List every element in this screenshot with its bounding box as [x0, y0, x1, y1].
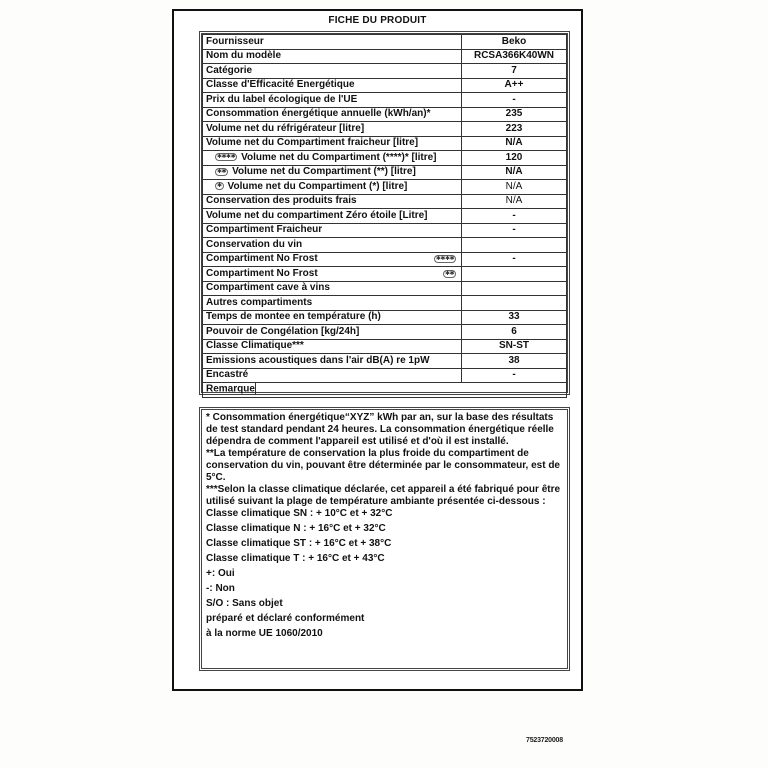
row-value: RCSA366K40WN	[462, 49, 567, 64]
table-row	[203, 35, 567, 50]
notes-box	[199, 407, 570, 671]
row-label: Compartiment No Frost	[206, 267, 318, 279]
table-row	[203, 194, 567, 209]
table-row	[203, 252, 567, 267]
row-value: 235	[462, 107, 567, 122]
spec-table-frame	[199, 31, 570, 395]
row-label: Compartiment cave à vins	[206, 282, 330, 294]
climate-class-n: Classe climatique N : + 16°C et + 32°C	[206, 523, 386, 534]
row-value: -	[462, 368, 567, 383]
table-row	[203, 339, 567, 354]
row-value	[462, 281, 567, 296]
row-value	[462, 238, 567, 253]
row-label-cell	[203, 180, 462, 195]
row-label-cell	[203, 252, 462, 267]
row-label-cell	[203, 296, 462, 311]
row-label-cell	[203, 194, 462, 209]
row-label-cell	[203, 35, 462, 50]
row-label-cell	[203, 136, 462, 151]
row-label-cell	[203, 325, 462, 340]
row-label-cell	[203, 267, 462, 282]
row-label: Classe d'Efficacité Energétique	[206, 79, 355, 91]
star-rating-icon: ✱✱	[444, 270, 454, 277]
row-label-cell	[203, 49, 462, 64]
row-label: Classe Climatique***	[206, 340, 304, 352]
row-value: 38	[462, 354, 567, 369]
row-value: 120	[462, 151, 567, 166]
row-label: Volume net du compartiment Zéro étoile [Litre]	[206, 209, 428, 221]
row-label-cell	[203, 64, 462, 79]
table-row	[203, 354, 567, 369]
row-value: 223	[462, 122, 567, 137]
row-label-cell	[203, 281, 462, 296]
star-rating-icon: ✱✱✱✱	[217, 154, 236, 161]
table-row	[203, 310, 567, 325]
table-row	[203, 49, 567, 64]
row-label: Compartiment No Frost	[206, 253, 318, 265]
table-row	[203, 209, 567, 224]
row-label: Remarque	[206, 384, 255, 396]
row-label: Nom du modèle	[206, 50, 282, 62]
table-row	[203, 180, 567, 195]
table-row	[203, 238, 567, 253]
table-row	[203, 93, 567, 108]
table-row	[203, 267, 567, 282]
row-label: Fournisseur	[206, 35, 264, 47]
row-value: N/A	[462, 136, 567, 151]
table-row	[203, 165, 567, 180]
row-label: Compartiment Fraicheur	[206, 224, 323, 236]
climate-class-sn: Classe climatique SN : + 10°C et + 32°C	[206, 508, 393, 519]
row-label: Volume net du Compartiment fraicheur [litre]	[206, 137, 419, 149]
row-label-cell	[203, 368, 462, 383]
table-row	[203, 296, 567, 311]
row-label: Volume net du réfrigérateur [litre]	[206, 122, 365, 134]
row-value: Beko	[462, 35, 567, 50]
spec-table	[202, 34, 567, 398]
climate-class-t: Classe climatique T : + 16°C et + 43°C	[206, 553, 385, 564]
sheet-title: FICHE DU PRODUIT	[328, 15, 427, 26]
document-code: 7523720008	[526, 737, 563, 744]
table-row	[203, 136, 567, 151]
table-row	[203, 325, 567, 340]
legend-na: S/O : Sans objet	[206, 598, 283, 609]
row-label: Temps de montee en température (h)	[206, 311, 381, 323]
footer-line-2: à la norme UE 1060/2010	[206, 628, 323, 639]
row-value	[462, 267, 567, 282]
footer-line-1: préparé et déclaré conformément	[206, 613, 365, 624]
table-row	[203, 64, 567, 79]
row-label: Consommation énergétique annuelle (kWh/an)*	[206, 108, 431, 120]
row-label: Autres compartiments	[206, 296, 313, 308]
row-label: Prix du label écologique de l'UE	[206, 93, 358, 105]
row-label-cell	[203, 122, 462, 137]
row-value: -	[462, 209, 567, 224]
row-value: -	[462, 223, 567, 238]
row-value: 6	[462, 325, 567, 340]
row-label-cell	[203, 310, 462, 325]
remark-divider	[255, 383, 256, 395]
note-energy: * Consommation énergétique“XYZ” kWh par an, sur la base des résultats de test standard pendant 24 heures. La consommation énergétique réelle dépendra de comment l'appareil est utilisé et d'où il est installé.	[206, 412, 554, 447]
row-label: Volume net du Compartiment (**) [litre]	[232, 166, 416, 178]
table-row	[203, 107, 567, 122]
row-label-cell	[203, 223, 462, 238]
row-label-cell	[203, 93, 462, 108]
row-label-cell	[203, 78, 462, 93]
table-row	[203, 223, 567, 238]
row-label-cell	[203, 107, 462, 122]
row-label: Pouvoir de Congélation [kg/24h]	[206, 325, 360, 337]
row-value: -	[462, 252, 567, 267]
row-label-cell	[203, 151, 462, 166]
row-label: Volume net du Compartiment (*) [litre]	[227, 180, 408, 192]
climate-class-st: Classe climatique ST : + 16°C et + 38°C	[206, 538, 392, 549]
row-value: 7	[462, 64, 567, 79]
star-rating-icon: ✱✱✱✱	[435, 256, 454, 263]
table-row	[203, 122, 567, 137]
row-label: Volume net du Compartiment (****)* [litre]	[241, 151, 437, 163]
row-label-cell	[203, 238, 462, 253]
row-label-cell	[203, 209, 462, 224]
row-label: Conservation du vin	[206, 238, 303, 250]
note-wine-temp: **La température de conservation la plus froide du compartiment de conservation du vin, pouvant être déterminée par le consommateur, est de 5°C.	[206, 448, 560, 483]
row-value: -	[462, 93, 567, 108]
legend-yes: +: Oui	[206, 568, 235, 579]
row-label: Emissions acoustiques dans l'air dB(A) re 1pW	[206, 354, 430, 366]
product-sheet	[172, 9, 583, 691]
row-value: 33	[462, 310, 567, 325]
row-value: SN-ST	[462, 339, 567, 354]
row-label: Encastré	[206, 369, 249, 381]
row-value	[462, 296, 567, 311]
row-value: N/A	[462, 180, 567, 195]
row-label-cell	[203, 165, 462, 180]
table-row	[203, 368, 567, 383]
row-label-cell	[203, 383, 567, 398]
star-rating-icon: ✱✱	[217, 168, 227, 175]
table-row	[203, 281, 567, 296]
table-row	[203, 151, 567, 166]
row-label-cell	[203, 339, 462, 354]
row-label-cell	[203, 354, 462, 369]
table-row	[203, 78, 567, 93]
table-row	[203, 383, 567, 398]
row-value: N/A	[462, 194, 567, 209]
star-rating-icon: ✱	[217, 183, 222, 190]
row-label: Conservation des produits frais	[206, 195, 357, 207]
note-climate: ***Selon la classe climatique déclarée, cet appareil a été fabriqué pour être utilisé suivant la plage de température ambiante présentée ci-dessous :	[206, 484, 561, 507]
row-value: N/A	[462, 165, 567, 180]
row-value: A++	[462, 78, 567, 93]
legend-no: -: Non	[206, 583, 235, 594]
row-label: Catégorie	[206, 64, 253, 76]
